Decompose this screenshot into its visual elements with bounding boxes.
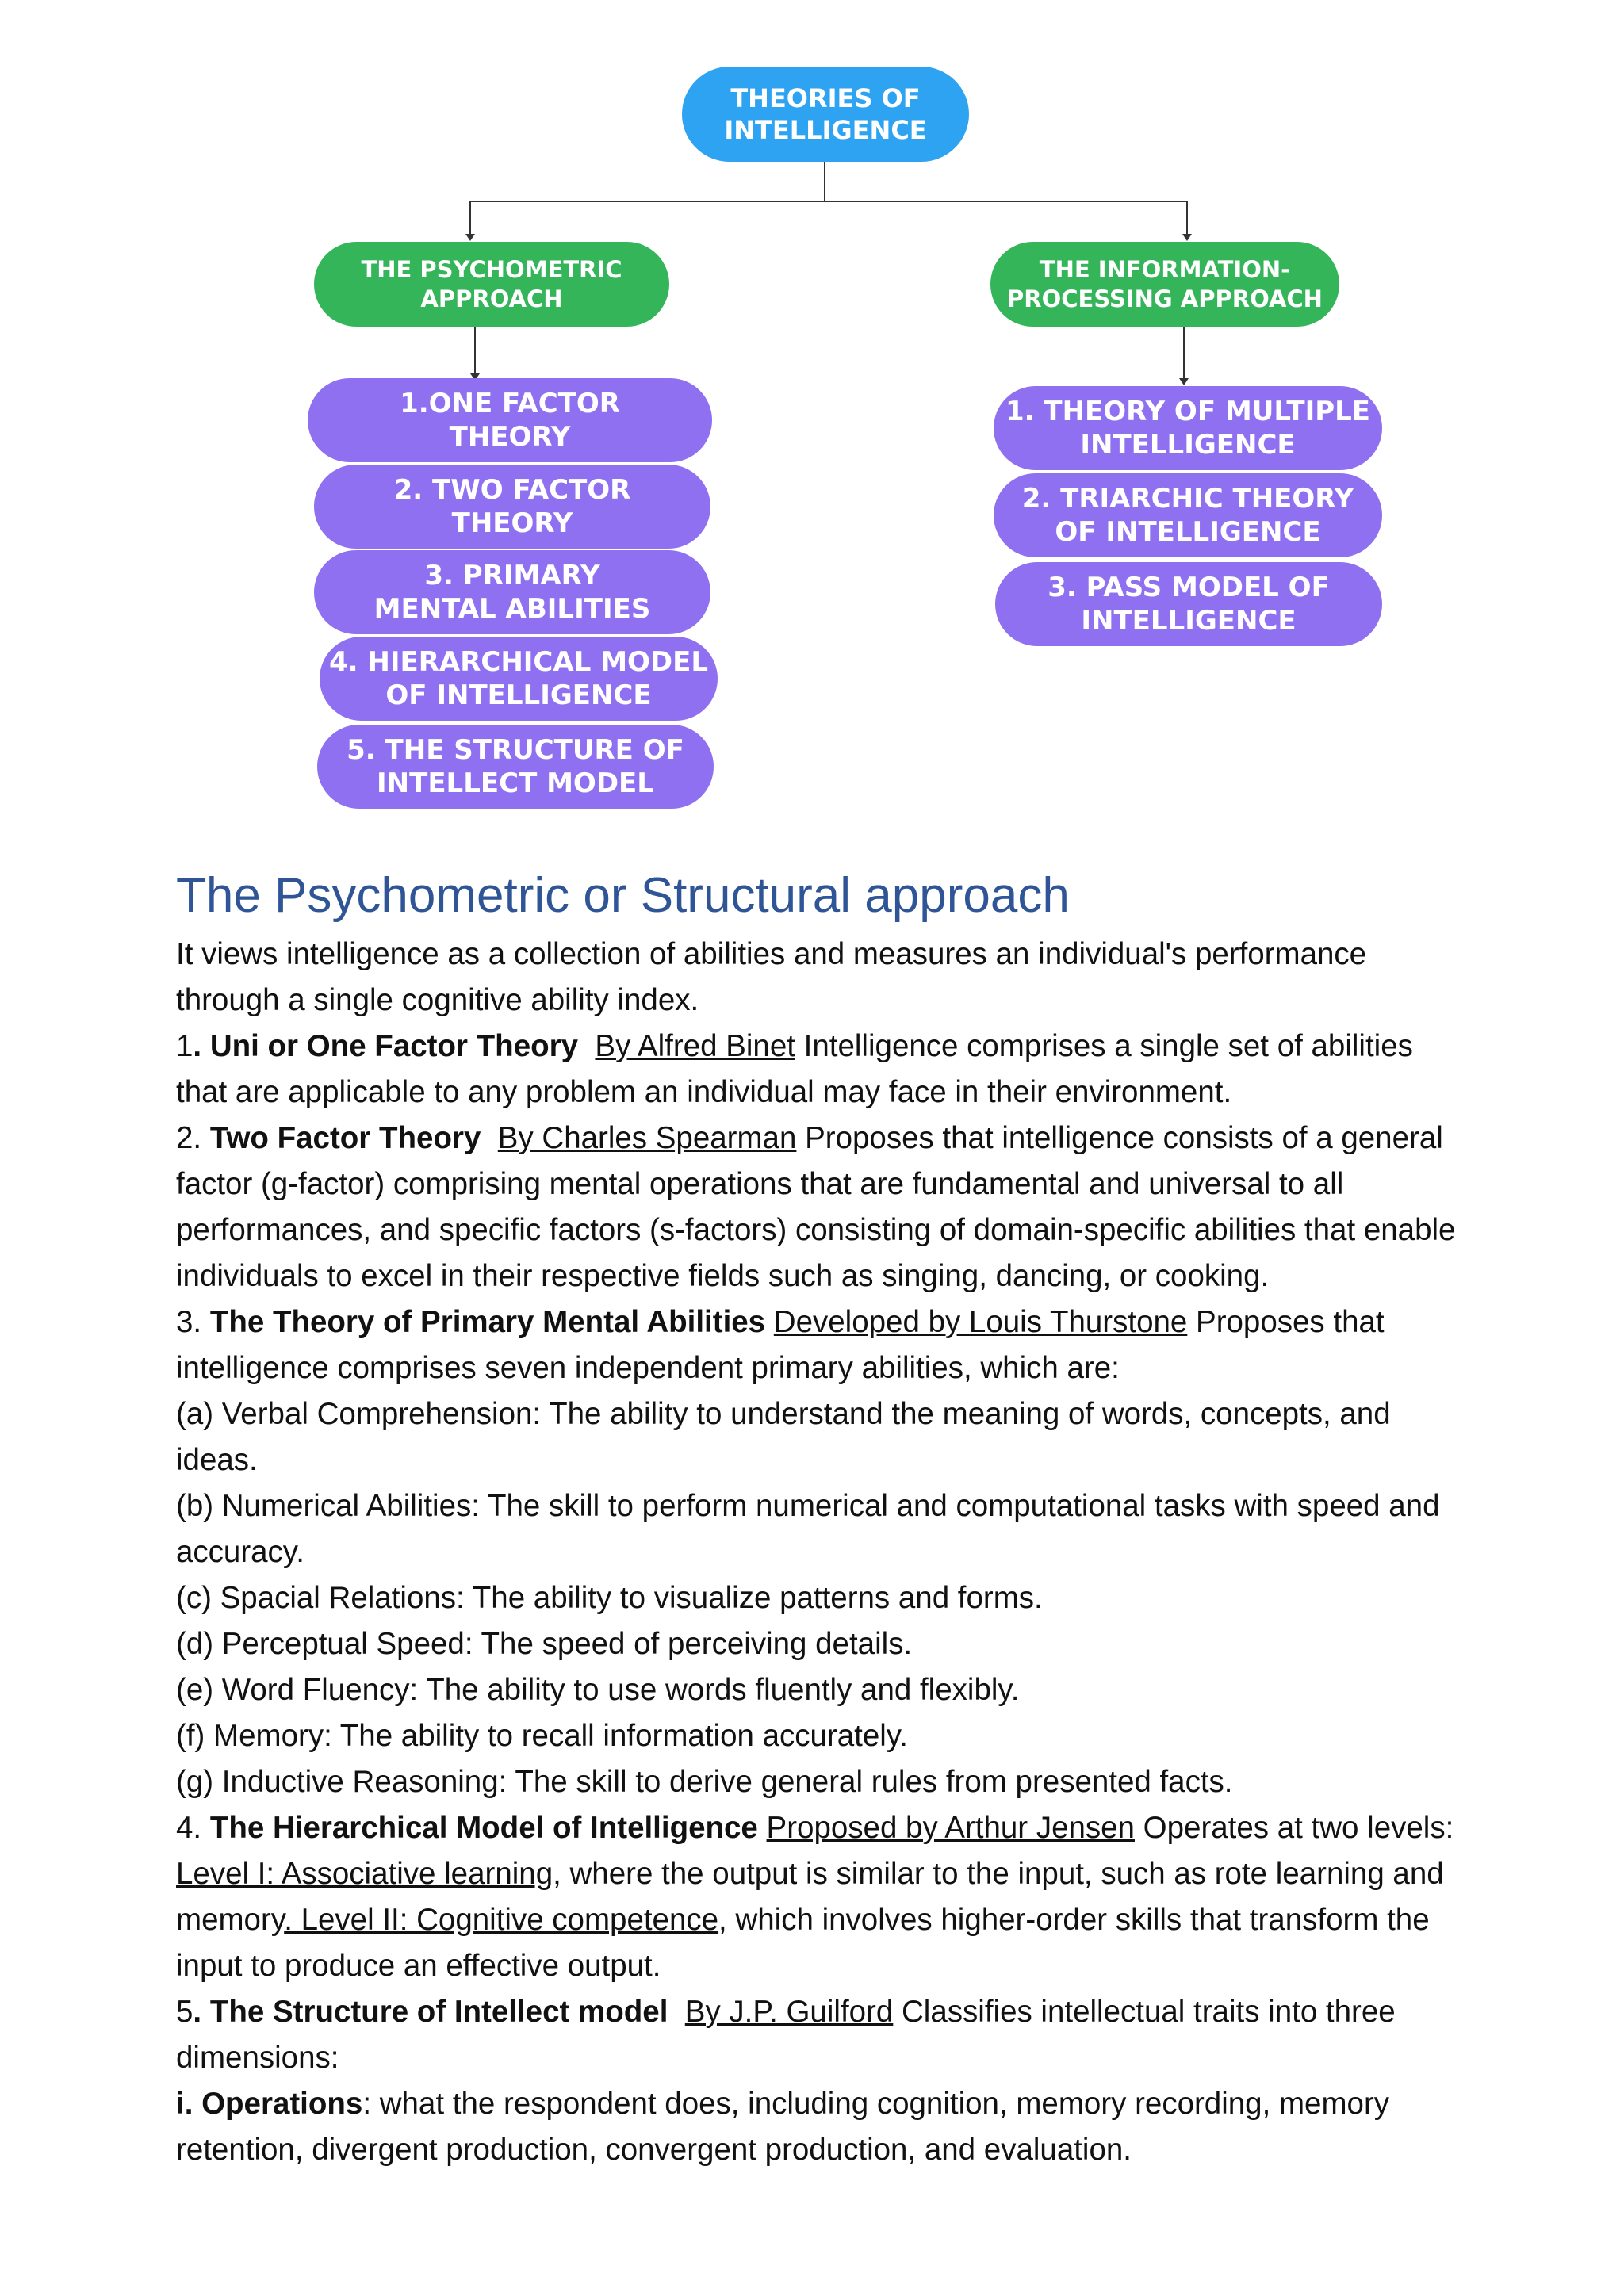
section-heading: The Psychometric or Structural approach bbox=[176, 868, 1070, 923]
theory-3-number: 3. bbox=[176, 1304, 210, 1339]
theory-2-number: 2. bbox=[176, 1120, 210, 1155]
theory-2-title: Two Factor Theory bbox=[209, 1120, 481, 1155]
operations-paragraph bbox=[176, 2081, 1461, 2173]
theory-5-author: By J.P. Guilford bbox=[684, 1994, 894, 2029]
two-factor-theory-node: 2. TWO FACTOR THEORY bbox=[314, 465, 710, 549]
level-2-term: . Level II: Cognitive competence bbox=[284, 1902, 719, 1937]
level-1-term: Level I: Associative learning bbox=[176, 1856, 553, 1891]
ability-e: (e) Word Fluency: The ability to use words fluently and flexibly. bbox=[176, 1672, 1020, 1707]
connector-right-items bbox=[1183, 327, 1185, 379]
ability-a: (a) Verbal Comprehension: The ability to understand the meaning of words, concepts, and ideas. bbox=[176, 1396, 1391, 1477]
pass-model-node: 3. PASS MODEL OF INTELLIGENCE bbox=[995, 562, 1382, 646]
theory-1-text: Intelligence comprises a single set of abilities that are applicable to any problem an individual may face in their environment. bbox=[176, 1028, 1413, 1109]
primary-mental-abilities-node: 3. PRIMARY MENTAL ABILITIES bbox=[314, 550, 710, 634]
arrow-right bbox=[1182, 234, 1192, 241]
one-factor-theory-node: 1.ONE FACTOR THEORY bbox=[308, 378, 712, 462]
triarchic-theory-node: 2. TRIARCHIC THEORY OF INTELLIGENCE bbox=[994, 473, 1382, 557]
theory-4-author: Proposed by Arthur Jensen bbox=[766, 1810, 1135, 1845]
arrow-right-items bbox=[1179, 378, 1189, 385]
theory-1-number: 1 bbox=[176, 1028, 193, 1063]
theory-5-text: Classifies intellectual traits into three dimensions: bbox=[176, 1994, 1396, 2075]
connector-root-down bbox=[824, 162, 825, 201]
theory-3-paragraph bbox=[176, 1299, 1461, 1391]
connector-left-down bbox=[469, 201, 471, 235]
theory-4-paragraph bbox=[176, 1805, 1461, 1989]
theory-4-number: 4. bbox=[176, 1810, 210, 1845]
theory-4-text-1: Operates at two levels: bbox=[1134, 1810, 1454, 1845]
theory-3-author: Developed by Louis Thurstone bbox=[773, 1304, 1188, 1339]
multiple-intelligence-node: 1. THEORY OF MULTIPLE INTELLIGENCE bbox=[994, 386, 1382, 470]
theory-3-title: The Theory of Primary Mental Abilities bbox=[209, 1304, 766, 1339]
ability-c: (c) Spacial Relations: The ability to visualize patterns and forms. bbox=[176, 1580, 1043, 1615]
intro-paragraph: It views intelligence as a collection of abilities and measures an individual's performance through a single cognitive ability index. bbox=[176, 936, 1367, 1017]
connector-horizontal bbox=[470, 201, 1187, 202]
theory-1-author: By Alfred Binet bbox=[595, 1028, 795, 1063]
theory-1-paragraph bbox=[176, 1024, 1461, 1115]
document-body bbox=[176, 864, 1461, 2173]
theory-1-title: . Uni or One Factor Theory bbox=[193, 1028, 579, 1063]
theory-2-paragraph bbox=[176, 1115, 1461, 1299]
connector-right-down bbox=[1186, 201, 1188, 235]
theory-5-number: 5 bbox=[176, 1994, 193, 2029]
ability-d: (d) Perceptual Speed: The speed of perceiving details. bbox=[176, 1626, 913, 1661]
psychometric-approach-node: THE PSYCHOMETRIC APPROACH bbox=[314, 242, 669, 327]
hierarchical-model-node: 4. HIERARCHICAL MODEL OF INTELLIGENCE bbox=[320, 637, 718, 721]
root-node: THEORIES OF INTELLIGENCE bbox=[682, 67, 969, 162]
ability-f: (f) Memory: The ability to recall information accurately. bbox=[176, 1718, 908, 1753]
arrow-left bbox=[465, 234, 475, 241]
operations-label: i. Operations bbox=[176, 2086, 363, 2121]
information-processing-approach-node: THE INFORMATION- PROCESSING APPROACH bbox=[990, 242, 1339, 327]
theory-4-title: The Hierarchical Model of Intelligence bbox=[209, 1810, 758, 1845]
theory-2-text: Proposes that intelligence consists of a general factor (g-factor) comprising mental operations that are fundamental and universal to all performances, and specific factors (s-factors) consisting of domain-specific abilities that enable individuals to excel in their respective fields such as singing, dancing, or cooking. bbox=[176, 1120, 1456, 1293]
ability-b: (b) Numerical Abilities: The skill to perform numerical and computational tasks with speed and accuracy. bbox=[176, 1488, 1440, 1569]
theory-5-title: . The Structure of Intellect model bbox=[193, 1994, 668, 2029]
theory-5-paragraph bbox=[176, 1989, 1461, 2081]
theory-3-text: Proposes that intelligence comprises seven independent primary abilities, which are: bbox=[176, 1304, 1385, 1385]
theory-4-text-3: , which involves higher-order skills that transform the input to produce an effective output. bbox=[176, 1902, 1430, 1983]
theories-diagram bbox=[0, 0, 1624, 832]
structure-of-intellect-node: 5. THE STRUCTURE OF INTELLECT MODEL bbox=[317, 725, 714, 809]
operations-text: : what the respondent does, including cognition, memory recording, memory retention, divergent production, convergent production, and evaluation. bbox=[176, 2086, 1390, 2167]
ability-g: (g) Inductive Reasoning: The skill to derive general rules from presented facts. bbox=[176, 1764, 1233, 1799]
theory-4-text-2: , where the output is similar to the input, such as rote learning and memory bbox=[176, 1856, 1444, 1937]
theory-2-author: By Charles Spearman bbox=[497, 1120, 797, 1155]
connector-left-items bbox=[474, 327, 476, 374]
